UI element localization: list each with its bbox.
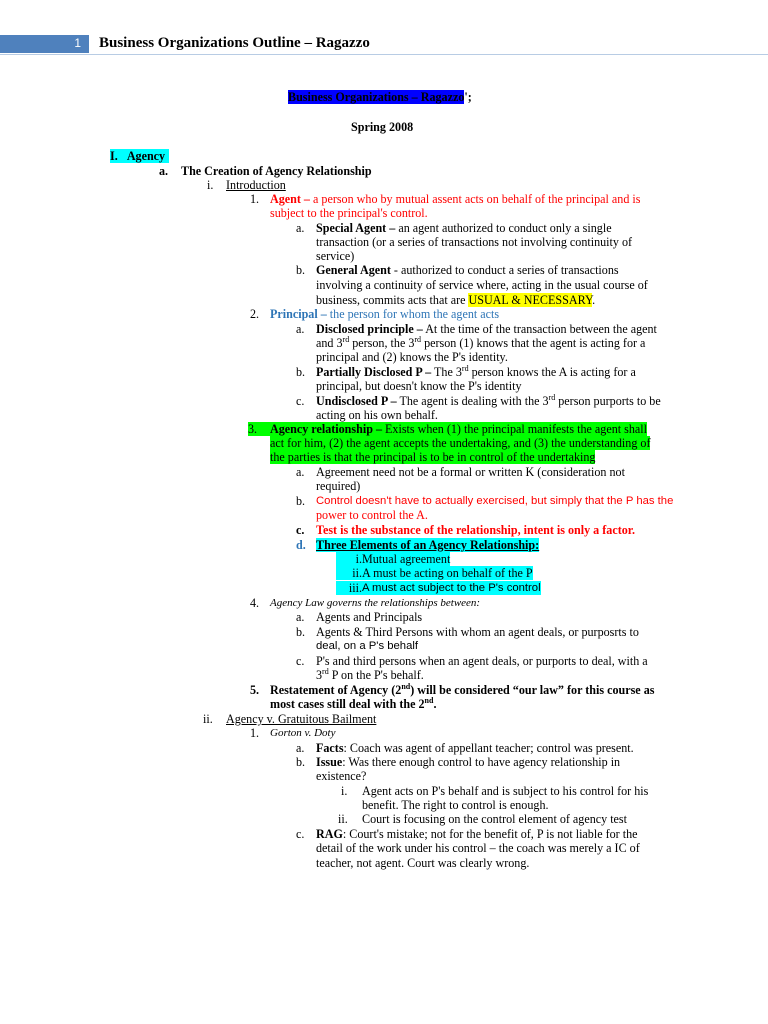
ps-third-persons: P's and third persons when an agent deals, or purports to deal, with a [316, 654, 648, 668]
case-rag-cont: teacher, not agent. Court was clearly wrong. [316, 856, 530, 870]
marker-3d-ii: ii. [336, 566, 362, 580]
case-facts [316, 741, 634, 755]
marker-2b: b. [296, 365, 306, 379]
punct: . [592, 293, 596, 307]
heading-creation: The Creation of Agency Relationship [181, 164, 372, 178]
marker-3d-i: i. [336, 552, 362, 566]
marker-g1b-i: i. [341, 784, 348, 798]
page-number-box [0, 35, 89, 53]
control-item: Control doesn't have to actually exercised, but simply that the P has the [316, 495, 674, 507]
agents-third-persons-cont: deal, on a P's behalf [316, 640, 419, 652]
page-number: 1 [74, 36, 81, 50]
term-general-agent: General Agent [316, 263, 391, 277]
agency-law: Agency Law governs the relationships between: [270, 597, 481, 609]
disclosed-principle [316, 322, 657, 336]
def-text: : Court's mistake; not for the benefit of, P is not liable for the [342, 827, 638, 841]
doc-title [288, 90, 472, 104]
term-principal: Principal – [270, 307, 327, 321]
def-text: P on the P's behalf. [328, 668, 424, 682]
general-agent [316, 263, 619, 277]
undisclosed-cont: acting on his own behalf. [316, 408, 438, 422]
issue-note-2: Court is focusing on the control element of agency test [362, 812, 627, 826]
sup-rd: rd [342, 334, 350, 344]
marker-3d: d. [296, 538, 306, 552]
def-text: At the time of the transaction between the agent [422, 322, 657, 336]
marker-1b: b. [296, 263, 306, 277]
principal-definition [270, 307, 499, 321]
marker-g1a: a. [296, 741, 305, 755]
issue-note-1-cont: benefit. The right to control is enough. [362, 798, 549, 812]
def-text: most cases still deal with the 2 [270, 697, 425, 711]
sup-nd: nd [424, 695, 434, 705]
agents-principals: Agents and Principals [316, 610, 423, 624]
term-disclosed: Disclosed principle – [316, 322, 423, 336]
marker-2: 2. [250, 307, 260, 321]
ps-third-persons-cont [316, 668, 424, 682]
doc-title-suffix: '; [464, 90, 472, 104]
marker-a: a. [159, 164, 169, 178]
marker-5: 5. [250, 683, 260, 697]
marker-1a: a. [296, 221, 305, 235]
punct: . [433, 697, 437, 711]
marker-3c: c. [296, 523, 305, 537]
doc-term: Spring 2008 [351, 120, 414, 134]
def-text: Exists when (1) the principal manifests the agent shall [382, 422, 647, 436]
def-text: : Was there enough control to have agency relationship in [342, 755, 621, 769]
marker-3b: b. [296, 494, 306, 508]
doc-title-highlight: Business Organizations – Ragazzo [288, 90, 465, 104]
sup-rd: rd [461, 363, 469, 373]
disclosed-principle-cont [316, 336, 645, 350]
def-text: person purports to be [555, 394, 661, 408]
term-partially-disclosed: Partially Disclosed P – [316, 365, 432, 379]
agency-relationship-cont: act for him, (2) the agent accepts the undertaking, and (3) the understanding of [270, 436, 651, 450]
partially-disclosed [316, 365, 636, 379]
agency-relationship-cont: the parties is that the principal is to be in control of the undertaking [270, 450, 596, 464]
def-text: business, commits acts that are [316, 293, 469, 307]
def-text: : Coach was agent of appellant teacher; control was present. [343, 741, 634, 755]
marker-2a: a. [296, 322, 305, 336]
agency-relationship [270, 422, 647, 436]
term-issue: Issue [316, 755, 343, 769]
marker-3d-iii: iii. [336, 581, 362, 595]
special-agent-cont: service) [316, 249, 355, 263]
element-mutual: Mutual agreement [362, 552, 451, 566]
marker-i: i. [207, 178, 214, 192]
highlight-usual-necessary: USUAL & NECESSARY [468, 293, 593, 307]
marker-3: 3. [248, 422, 270, 436]
sup-rd: rd [322, 666, 329, 676]
def-text: person knows the A is acting for a [468, 365, 636, 379]
marker-3a: a. [296, 465, 305, 479]
general-agent-cont: involving a continuity of service where, acting in the usual course of [316, 278, 648, 292]
three-elements-heading: Three Elements of an Agency Relationship: [316, 538, 540, 552]
def-text: person, the 3 [349, 336, 415, 350]
marker-g1b-ii: ii. [338, 812, 348, 826]
marker-4: 4. [250, 596, 260, 610]
agreement-item-cont: required) [316, 479, 361, 493]
def-text: - authorized to conduct a series of transactions [390, 263, 619, 277]
header-title: Business Organizations Outline – Ragazzo [99, 35, 370, 51]
agent-definition [270, 192, 640, 206]
marker-g1b: b. [296, 755, 306, 769]
case-issue [316, 755, 620, 769]
case-name: Gorton v. Doty [270, 727, 336, 739]
term-undisclosed: Undisclosed P – [316, 394, 397, 408]
issue-note-1: Agent acts on P's behalf and is subject to his control for his [362, 784, 649, 798]
term-special-agent: Special Agent – [316, 221, 396, 235]
marker-g1c: c. [296, 827, 305, 841]
term-agent: Agent – [270, 192, 310, 206]
heading-bailment: Agency v. Gratuitous Bailment [226, 712, 377, 726]
heading-introduction: Introduction [226, 178, 286, 192]
marker-4b: b. [296, 625, 306, 639]
def-text: Restatement of Agency (2 [270, 683, 402, 697]
case-rag [316, 827, 638, 841]
special-agent-cont: transaction (or a series of transactions not involving continuity of [316, 235, 633, 249]
undisclosed [316, 394, 661, 408]
partially-disclosed-cont: principal, but doesn't know the P's identity [316, 379, 522, 393]
def-text: The agent is dealing with the 3 [396, 394, 549, 408]
term-facts: Facts [316, 741, 344, 755]
section-I [110, 149, 169, 163]
case-issue-cont: existence? [316, 769, 367, 783]
section-marker: I. [110, 149, 118, 163]
marker-4c: c. [296, 654, 305, 668]
def-text: the person for whom the agent acts [326, 307, 500, 321]
agent-definition-cont: subject to the principal's control. [270, 206, 428, 220]
marker-4a: a. [296, 610, 305, 624]
marker-1: 1. [250, 192, 260, 206]
section-label: Agency [126, 149, 166, 163]
element-behalf: A must be acting on behalf of the P [362, 566, 533, 580]
disclosed-principle-cont: principal and (2) knows the P's identity. [316, 350, 508, 364]
term-agency-relationship: Agency relationship – [270, 422, 382, 436]
marker-2c: c. [296, 394, 305, 408]
restatement [270, 683, 654, 697]
sup-nd: nd [401, 681, 411, 691]
def-text: person (1) knows that the agent is acting for a [421, 336, 646, 350]
element-control: A must act subject to the P's control [362, 582, 541, 594]
agents-third-persons: Agents & Third Persons with whom an agent deals, or purposrts to [316, 625, 639, 639]
restatement-cont [270, 697, 436, 711]
sup-rd: rd [414, 334, 422, 344]
general-agent-cont [316, 293, 595, 307]
case-rag-cont: detail of the work under his control – the coach was merely a IC of [316, 841, 640, 855]
test-item: Test is the substance of the relationship, intent is only a factor. [316, 523, 636, 537]
term-rag: RAG [316, 827, 343, 841]
marker-g1: 1. [250, 726, 260, 740]
sup-rd: rd [548, 392, 556, 402]
def-text: an agent authorized to conduct only a single [395, 221, 612, 235]
special-agent [316, 221, 612, 235]
def-text: ) will be considered “our law” for this course as [410, 683, 655, 697]
marker-ii: ii. [203, 712, 213, 726]
def-text: and 3 [316, 336, 343, 350]
control-item-cont: power to control the A. [316, 508, 428, 522]
def-text: The 3 [431, 365, 462, 379]
def-text: a person who by mutual assent acts on behalf of the principal and is [309, 192, 641, 206]
agreement-item: Agreement need not be a formal or written K (consideration not [316, 465, 625, 479]
header-divider [0, 54, 768, 55]
def-text: 3 [316, 668, 323, 682]
